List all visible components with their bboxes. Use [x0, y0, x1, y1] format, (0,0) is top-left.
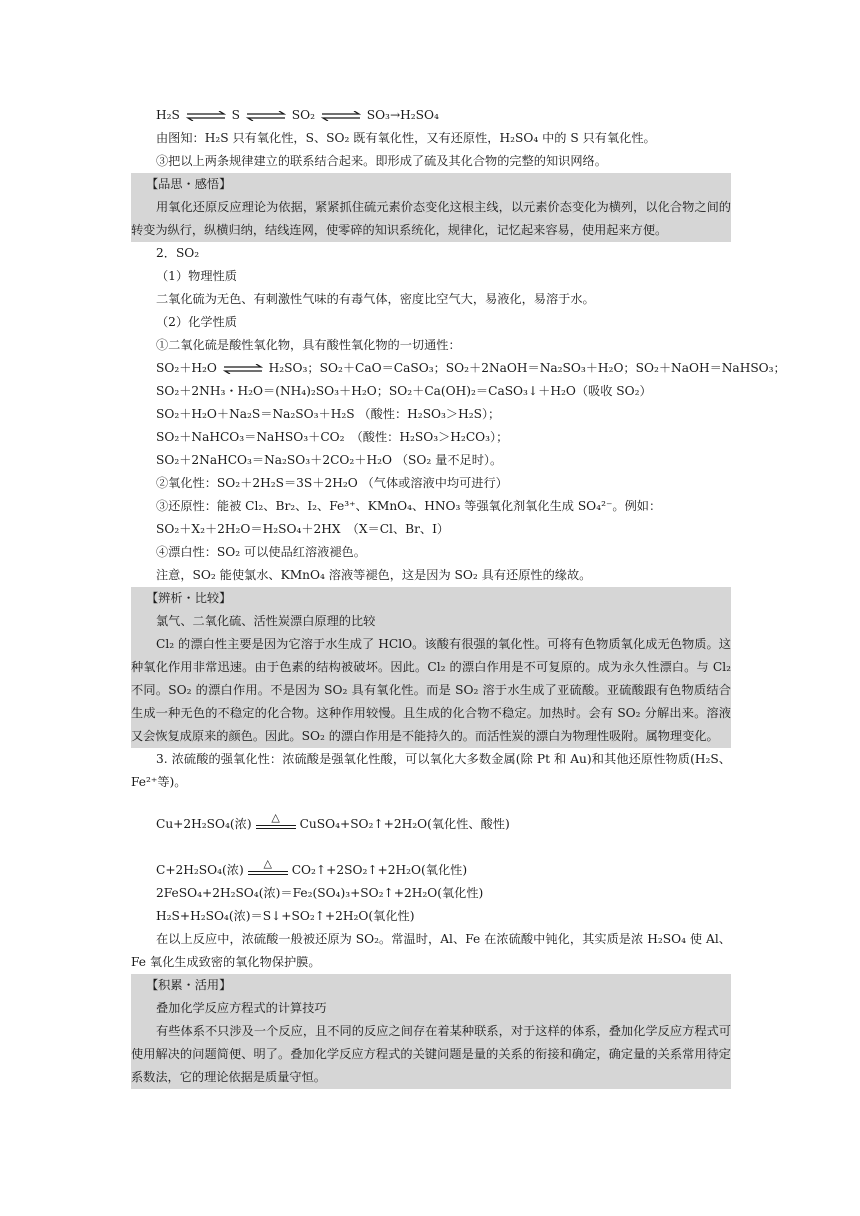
- chain-s: S: [231, 108, 240, 122]
- equation-part: SO₂＋H₂O: [156, 361, 217, 375]
- box-title: 叠加化学反应方程式的计算技巧: [156, 1001, 327, 1015]
- equation-line: SO₂＋X₂＋2H₂O＝H₂SO₄＋2HX （X＝Cl、Br、I）: [156, 522, 450, 536]
- reversible-arrow-icon: [321, 111, 361, 121]
- text-line: 注意，SO₂ 能使氯水、KMnO₄ 溶液等褪色，这是因为 SO₂ 具有还原性的缘故。: [156, 568, 592, 582]
- heating-condition: [248, 858, 288, 875]
- subsection-heading: （1）物理性质: [156, 269, 237, 283]
- paragraph: 在以上反应中，浓硫酸一般被还原为 SO₂。常温时，Al、Fe 在浓硫酸中钝化，其实质是浓 H₂SO₄ 使 Al、Fe 氧化生成致密的氧化物保护膜。: [131, 932, 731, 969]
- highlight-box-reflection: [131, 173, 731, 242]
- equation-part: H₂SO₃；SO₂＋CaO＝CaSO₃；SO₂＋2NaOH＝Na₂SO₃＋H₂O；SO₂＋NaOH＝NaHSO₃；: [268, 361, 786, 375]
- section-tag: 【积累・活用】: [146, 978, 232, 992]
- equation-line: [131, 357, 786, 380]
- paragraph: Cl₂ 的漂白性主要是因为它溶于水生成了 HClO。该酸有很强的氧化性。可将有色物质氧化成无色物质。这种氧化作用非常迅速。由于色素的结构被破坏。因此。Cl₂ 的漂白作用是不可复原的。成为永久性漂白。与 Cl₂ 不同。SO₂ 的漂白作用。不是因为 SO₂ 具有氧化性。而是 SO₂ 溶于水生成了亚硫酸。亚硫酸跟有色物质结合生成一种无色的不稳定的化合物。这种作用较慢。且生成的化合物不稳定。加热时。会有 SO₂ 分解出来。溶液又会恢复成原来的颜色。因此。SO₂ 的漂白作用是不能持久的。而活性炭的漂白为物理性吸附。属物理变化。: [131, 637, 731, 743]
- text-line: 二氧化硫为无色、有刺激性气味的有毒气体，密度比空气大，易液化，易溶于水。: [156, 292, 595, 306]
- text-line: ③把以上两条规律建立的联系结合起来。即形成了硫及其化合物的完整的知识网络。: [156, 154, 607, 168]
- text-line: ③还原性：能被 Cl₂、Br₂、I₂、Fe³⁺、KMnO₄、HNO₃ 等强氧化剂氧化生成 SO₄²⁻。例如：: [156, 499, 662, 513]
- section-heading: 2．SO₂: [156, 246, 200, 260]
- reaction-left: C+2H₂SO₄(浓): [156, 863, 244, 877]
- chain-so3-h2so4: SO₃→H₂SO₄: [366, 108, 439, 122]
- reversible-arrow-icon: [186, 111, 226, 121]
- section-tag: 【品思・感悟】: [146, 177, 232, 191]
- reaction-c: [131, 840, 731, 878]
- equation-line: SO₂＋2NH₃・H₂O＝(NH₄)₂SO₃＋H₂O；SO₂＋Ca(OH)₂＝CaSO₃↓＋H₂O（吸收 SO₂）: [156, 384, 652, 398]
- sulfur-valence-chain: [131, 104, 731, 127]
- chain-h2s: H₂S: [156, 108, 180, 122]
- paragraph: 用氧化还原反应理论为依据，紧紧抓住硫元素价态变化这根主线，以元素价态变化为横列，以化合物之间的转变为纵行，纵横归纳，结线连网，使零碎的知识系统化，规律化，记忆起来容易，使用起来方便。: [131, 200, 731, 237]
- text-line: ①二氧化硫是酸性氧化物，具有酸性氧化物的一切通性：: [156, 338, 461, 352]
- equation-line: SO₂＋2NaHCO₃＝Na₂SO₃＋2CO₂＋H₂O （SO₂ 量不足时）。: [156, 453, 503, 467]
- highlight-box-comparison: [131, 587, 731, 748]
- equation-line: H₂S+H₂SO₄(浓)＝S↓+SO₂↑+2H₂O(氧化性): [156, 909, 415, 923]
- equals-bar: [248, 871, 288, 875]
- reaction-right: CO₂↑+2SO₂↑+2H₂O(氧化性): [291, 863, 468, 877]
- equation-line: SO₂＋H₂O＋Na₂S＝Na₂SO₃＋H₂S （酸性：H₂SO₃＞H₂S）；: [156, 407, 501, 421]
- reaction-left: Cu+2H₂SO₄(浓): [156, 817, 252, 831]
- box-title: 氯气、二氧化硫、活性炭漂白原理的比较: [156, 614, 376, 628]
- reaction-cu: [131, 794, 731, 832]
- paragraph: 3. 浓硫酸的强氧化性：浓硫酸是强氧化性酸，可以氧化大多数金属(除 Pt 和 Au)和其他还原性物质(H₂S、Fe²⁺等)。: [131, 752, 731, 789]
- highlight-box-application: [131, 974, 731, 1089]
- heat-triangle-icon: △: [271, 811, 280, 824]
- equation-line: 2FeSO₄+2H₂SO₄(浓)＝Fe₂(SO₄)₃+SO₂↑+2H₂O(氧化性): [156, 886, 484, 900]
- text-line: ④漂白性：SO₂ 可以使品红溶液褪色。: [156, 545, 366, 559]
- equals-bar: [256, 825, 296, 829]
- heating-condition: [256, 812, 296, 829]
- reversible-arrow-icon: [223, 364, 263, 374]
- document-page: [131, 104, 786, 1089]
- section-tag: 【辨析・比较】: [146, 591, 232, 605]
- text-line: 由图知：H₂S 只有氧化性，S、SO₂ 既有氧化性，又有还原性，H₂SO₄ 中的 S 只有氧化性。: [156, 131, 656, 145]
- equation-line: SO₂＋NaHCO₃＝NaHSO₃＋CO₂ （酸性：H₂SO₃＞H₂CO₃）；: [156, 430, 509, 444]
- subsection-heading: （2）化学性质: [156, 315, 237, 329]
- reversible-arrow-icon: [246, 111, 286, 121]
- text-line: ②氧化性：SO₂＋2H₂S＝3S＋2H₂O （气体或溶液中均可进行）: [156, 476, 508, 490]
- reaction-right: CuSO₄+SO₂↑+2H₂O(氧化性、酸性): [299, 817, 510, 831]
- chain-so2: SO₂: [291, 108, 315, 122]
- paragraph: 有些体系不只涉及一个反应，且不同的反应之间存在着某种联系，对于这样的体系，叠加化学反应方程式可使用解决的问题简便、明了。叠加化学反应方程式的关键问题是量的关系的衔接和确定，确定量的关系常用待定系数法，它的理论依据是质量守恒。: [131, 1024, 731, 1084]
- heat-triangle-icon: △: [263, 857, 272, 870]
